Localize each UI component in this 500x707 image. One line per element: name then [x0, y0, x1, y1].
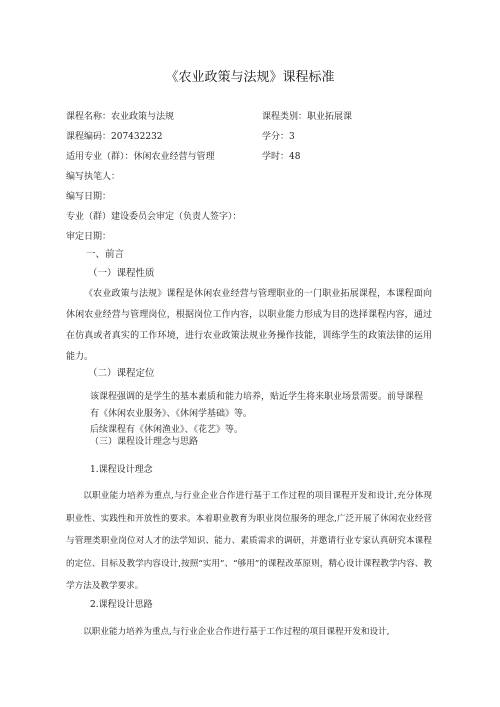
credits: 学分：3 — [262, 132, 295, 142]
course-name: 课程名称：农业政策与法规 — [66, 112, 175, 122]
position-paragraph-1: 该课程强调的是学生的基本素质和能力培养，贴近学生将来职业场景需要。前导课程有《休闲农业服务》、《休闲学基础》等。 — [90, 392, 424, 419]
position-paragraph-2: 后续课程有《休闲渔业》、《花艺》等。 — [90, 425, 244, 435]
subsection-concept-heading: （三）课程设计理念与思路 — [90, 437, 199, 447]
document-title: 《农业政策与法规》课程标准 — [165, 70, 335, 85]
course-code: 课程编码：207432232 — [66, 132, 163, 142]
course-type: 课程类别：职业拓展课 — [262, 112, 353, 122]
subsection-nature-heading: （一）课程性质 — [88, 268, 155, 279]
concept-subheading-2: 2.课程设计思路 — [90, 600, 153, 610]
concept-paragraph-2: 以职业能力培养为重点,与行业企业合作进行基于工作过程的项目课程开发和设计, — [83, 627, 390, 637]
author-field: 编写执笔人： — [66, 172, 121, 182]
major: 适用专业（群）：休闲农业经营与管理 — [66, 152, 215, 162]
concept-paragraph: 以职业能力培养为重点,与行业企业合作进行基于工作过程的项目课程开发和设计,充分体现职业性、实践性和开放性的要求。本着职业教育为职业岗位服务的理念,广泛开展了休闲农业经营与管理类职业岗位对人才的法学知识、能力、素质需求的调研，并邀请行业专家认真研究本课程的定位、目标及教学内容设计,按照“实用”、“够用”的课程改革原则，精心设计课程教学内容、教学方法及教学要求。 — [66, 491, 432, 591]
nature-paragraph: 《农业政策与法规》课程是休闲农业经营与管理职业的一门职业拓展课程，本课程面向休闲农业经营与管理岗位，根据岗位工作内容，以职业能力形成为目的选择课程内容，通过在仿真或者真实的工作环境，进行农业政策法规业务操作技能，训练学生的政策法律的运用能力。 — [66, 289, 432, 362]
concept-subheading-1: 1.课程设计理念 — [90, 465, 153, 475]
review-date-field: 审定日期： — [66, 232, 112, 242]
date-field: 编写日期： — [66, 192, 112, 202]
subsection-position-heading: （二）课程定位 — [88, 368, 155, 379]
review-field: 专业（群）建设委员会审定（负责人签字）： — [66, 212, 242, 222]
section-preface-heading: 一、前言 — [86, 249, 125, 260]
hours: 学时：48 — [262, 152, 301, 162]
